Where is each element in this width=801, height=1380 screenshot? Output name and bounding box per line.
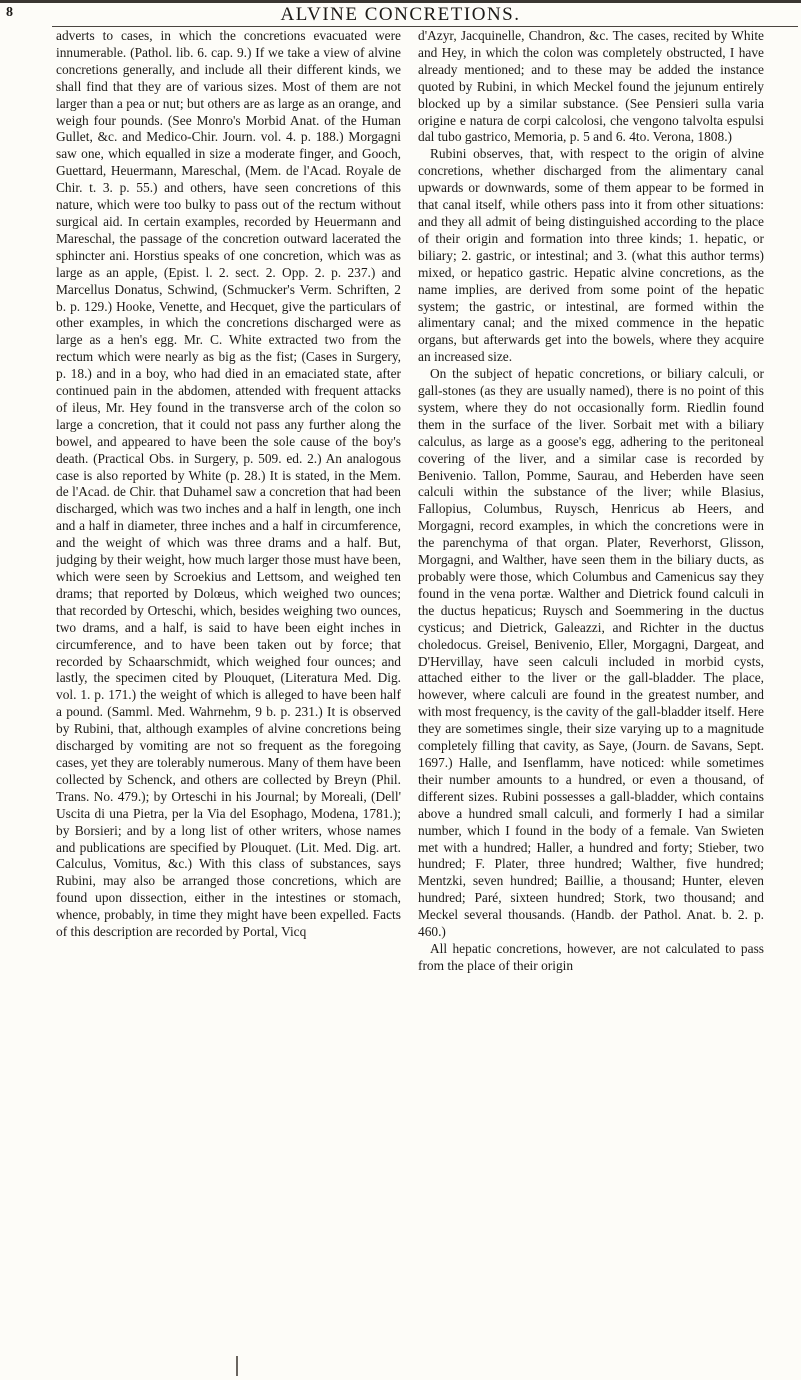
left-column: [56, 28, 401, 1368]
right-paragraph-4: All hepatic concretions, however, are not calculated to pass from the place of their origin: [418, 940, 764, 973]
scan-mark: [236, 1356, 238, 1376]
right-paragraph-3: On the subject of hepatic concretions, or biliary calculi, or gall-stones (as they are usually named), there is no point of this system, where they do not occasionally form. Riedlin found them in the surface of the liver. Sorbait met with a biliary calculus, as large as a goose's egg, adhering to the peritoneal covering of the liver, and a similar case is recorded by Benivenio. Tallon, Pomme, Saurau, and Heberden have seen calculi within the substance of the liver; while Blasius, Fallopius, Columbus, Ruysch, Henricus ab Heers, and Morgagni, record examples, in which the concretions were in the parenchyma of that organ. Plater, Reverhorst, Glisson, Morgagni, and Walther, have seen them in the biliary ducts, as probably were those, which Columbus and Camenicus say they found in the vena portæ. Walther and Dietrick found calculi in the ductus hepaticus; Ruysch and Soemmering in the ductus cysticus; and Dietrick, Galeazzi, and Richter in the ductus choledocus. Greisel, Benivenio, Eller, Morgagni, Dargeat, and D'Hervillay, have seen calculi included in morbid cysts, attached either to the liver or the gall-bladder. The place, however, where calculi are found in the greatest number, and with most frequency, is the cavity of the gall-bladder itself. Here they are sometimes single, their size varying up to a magnitude completely filling that cavity, as Saye, (Journ. de Savans, Sept. 1697.) Halle, and Isenflamm, have noticed: while sometimes their number amounts to a hundred, or even a thousand, of different sizes. Rubini possesses a gall-bladder, which contains above a hundred small calculi, and formerly I had a similar number, which I found in the body of a female. Van Swieten met with a hundred; Haller, a hundred and forty; Stieber, two hundred; F. Plater, three hundred; Walther, five hundred; Mentzki, seven hundred; Baillie, a thousand; Hunter, eleven hundred; Paré, sixteen hundred; Stork, two thousand; and Meckel several thousands. (Handb. der Pathol. Anat. b. 2. p. 460.): [418, 366, 764, 940]
left-paragraph-1: adverts to cases, in which the concretions evacuated were innumerable. (Pathol. lib. 6. cap. 9.) If we take a view of alvine concretions generally, and include all their different kinds, we shall find that they are of various sizes. Most of them are not larger than a pea or nut; but others are as large as an orange, and weigh four pounds. (See Monro's Morbid Anat. of the Human Gullet, &c. and Medico-Chir. Journ. vol. 4. p. 188.) Morgagni saw one, which equalled in size a moderate finger, and Gooch, Guettard, Heuermann, Mareschal, (Mem. de l'Acad. Royale de Chir. t. 3. p. 55.) and others, have seen concretions of this nature, which were too bulky to pass out of the rectum without surgical aid. In certain examples, recorded by Heuermann and Mareschal, the passage of the concretion outward lacerated the sphincter ani. Horstius speaks of one concretion, which was as large as an apple, (Epist. l. 2. sect. 2. Opp. 2. p. 237.) and Marcellus Donatus, Schwind, (Schmucker's Verm. Schriften, 2 b. p. 129.) Hooke, Venette, and Hecquet, give the particulars of other examples, in which the concretions discharged were as large as a hen's egg. Mr. C. White extracted two from the rectum which were nearly as big as the fist; (Cases in Surgery, p. 18.) and in a boy, who had died in an emaciated state, after continued pain in the abdomen, attended with frequent attacks of ileus, Mr. Hey found in the transverse arch of the colon so large a concretion, that it could not pass any further along the bowel, and appeared to have been the sole cause of the boy's death. (Practical Obs. in Surgery, p. 509. ed. 2.) An analogous case is also reported by White (p. 28.) It is stated, in the Mem. de l'Acad. de Chir. that Duhamel saw a concretion that had been discharged, which was two inches and a half in length, one inch and a half in diameter, three inches and a half in circumference, and the weight of which was three drams and a half. But, judging by their weight, how much larger those must have been, which were seen by Scroekius and Lettsom, and weighed ten drams; that reported by Dolœus, which weighed two ounces; that recorded by Orteschi, which, besides weighing two ounces, two drams, and a half, is said to have been eight inches in circumference, and to have been taken out by force; that recorded by Schaarschmidt, which weighed four ounces; and lastly, the specimen cited by Plouquet, (Literatura Med. Dig. vol. 1. p. 171.) the weight of which is alleged to have been half a pound. (Samml. Med. Wahrnehm, 9 b. p. 231.) It is observed by Rubini, that, although examples of alvine concretions being discharged by vomiting are not so frequent as the foregoing cases, yet they are tolerably numerous. Many of them have been collected by Schenck, and others are collected by Breyn (Phil. Trans. No. 479.); by Orteschi in his Journal; by Moreali, (Dell' Uscita di una Pietra, per la Via del Esophago, Modena, 1781.); by Borsieri; and by a long list of other writers, whose names and publications are specified by Plouquet. (Lit. Med. Dig. art. Calculus, Vomitus, &c.) With this class of substances, says Rubini, may also be arranged those concretions, which are found upon dissection, either in the intestines or stomach, whence, probably, in time they might have been expelled. Facts of this description are recorded by Portal, Vicq: [56, 28, 401, 940]
top-rule: [0, 0, 801, 3]
right-paragraph-2: Rubini observes, that, with respect to the origin of alvine concretions, whether discharged from the alimentary canal upwards or downwards, some of them appear to be formed in that canal itself, while others pass into it from other situations: and they all admit of being distinguished according to the place of their origin and formation into three kinds; 1. hepatic, or biliary; 2. gastric, or intestinal; and 3. (what this author terms) mixed, or hepatico gastric. Hepatic alvine concretions, as the name implies, are derived from some point of the hepatic system; the gastric, or intestinal, are formed within the alimentary canal; and the mixed commence in the hepatic organs, but afterwards get into the bowels, where they acquire an increased size.: [418, 146, 764, 365]
header-rule: [52, 26, 798, 27]
page-header: [0, 5, 801, 25]
right-column: [418, 28, 764, 1368]
page-number: 8: [6, 5, 13, 20]
right-paragraph-1: d'Azyr, Jacquinelle, Chandron, &c. The cases, recited by White and Hey, in which the colon was completely obstructed, I have already mentioned; and to these may be added the instance quoted by Rubini, in which Meckel found the jejunum entirely blocked up by a similar substance. (See Pensieri sulla varia origine e natura de corpi calcolosi, che vengono talvolta espulsi dal tubo gastrico, Memoria, p. 5 and 6. 4to. Verona, 1808.): [418, 28, 764, 145]
running-title: ALVINE CONCRETIONS.: [280, 4, 521, 25]
